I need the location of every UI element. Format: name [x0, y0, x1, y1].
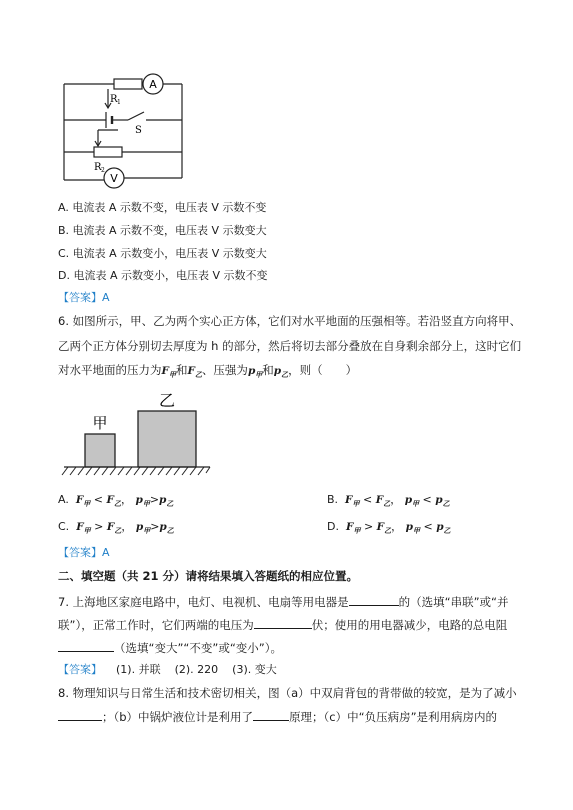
q6-answer — [58, 545, 110, 561]
blank-4[interactable] — [58, 709, 102, 721]
q7-line-3: （选填“变大”“不变”或“变小”）。 — [58, 640, 282, 656]
circuit-diagram — [58, 70, 188, 195]
ammeter-label: A — [149, 78, 157, 91]
q6-option-c: C. $F_甲 > F_乙$， $p_甲>p_乙$ — [58, 520, 174, 536]
section-heading: 二、填空题（共 21 分）请将结果填入答题纸的相应位置。 — [58, 569, 359, 583]
q6-option-b: B. $F_甲 < F_乙$， $p_甲 < p_乙$ — [327, 493, 450, 509]
q5-answer — [58, 290, 110, 306]
cube-yi-label: 乙 — [158, 391, 176, 410]
r2-subscript: 2 — [101, 167, 105, 174]
voltmeter-label: V — [110, 172, 118, 185]
q7-line-1: 7. 上海地区家庭电路中，电灯、电视机、电扇等用电器是 的（选填“串联”或“并 — [58, 595, 509, 609]
q5-option-b: B. 电流表 A 示数不变，电压表 V 示数变大 — [58, 224, 267, 237]
answer-2: (2). 220 — [174, 663, 219, 676]
cubes-figure — [58, 388, 238, 488]
r1-subscript: 1 — [117, 99, 121, 106]
answer-3: (3). 变大 — [232, 663, 277, 676]
q6-option-a: A. $F_甲 < F_乙$， $p_甲>p_乙$ — [58, 493, 174, 509]
cube-jia — [85, 434, 115, 467]
q5-option-c: C. 电流表 A 示数变小，电压表 V 示数变大 — [58, 247, 267, 260]
r2-label: R — [94, 162, 102, 173]
switch-label: S — [135, 125, 142, 136]
answer-tag: 【答案】 — [58, 546, 102, 559]
answer-value: A — [102, 291, 110, 304]
answer-tag: 【答案】 — [58, 291, 102, 304]
q7-answer — [58, 662, 277, 678]
q5-option-a: A. 电流表 A 示数不变，电压表 V 示数不变 — [58, 201, 267, 214]
answer-1: (1). 并联 — [116, 663, 161, 676]
q8-line-1: 8. 物理知识与日常生活和技术密切相关，图（a）中双肩背包的背带做的较宽，是为了减小 — [58, 686, 517, 700]
blank-5[interactable] — [253, 709, 289, 721]
q7-line-2: 联”），正常工作时，它们两端的电压为 伏；使用的用电器减少，电路的总电阻 — [58, 618, 508, 632]
cube-jia-label: 甲 — [92, 414, 108, 432]
r1-label: R — [110, 94, 118, 105]
q6-option-d: D. $F_甲 > F_乙$， $p_甲 < p_乙$ — [327, 520, 451, 536]
cube-yi — [138, 411, 196, 467]
blank-3[interactable] — [58, 640, 114, 652]
q8-line-2: ；（b）中锅炉液位计是利用了 原理；（c）中“负压病房”是利用病房内的 — [58, 709, 497, 725]
q6-line-3: 对水平地面的压力为$F_甲$和$F_乙$、压强为$p_甲$和$p_乙$，则（ ） — [58, 363, 358, 380]
blank-2[interactable] — [254, 617, 312, 629]
answer-tag: 【答案】 — [58, 663, 102, 676]
q6-line-1: 6. 如图所示，甲、乙为两个实心正方体，它们对水平地面的压强相等。若沿竖直方向将甲、 — [58, 314, 522, 328]
q5-option-d: D. 电流表 A 示数变小，电压表 V 示数不变 — [58, 269, 268, 282]
blank-1[interactable] — [349, 594, 399, 606]
q6-line-2: 乙两个正方体分别切去厚度为 h 的部分，然后将切去部分叠放在自身剩余部分上，这时它们 — [58, 339, 522, 353]
answer-value: A — [102, 546, 110, 559]
